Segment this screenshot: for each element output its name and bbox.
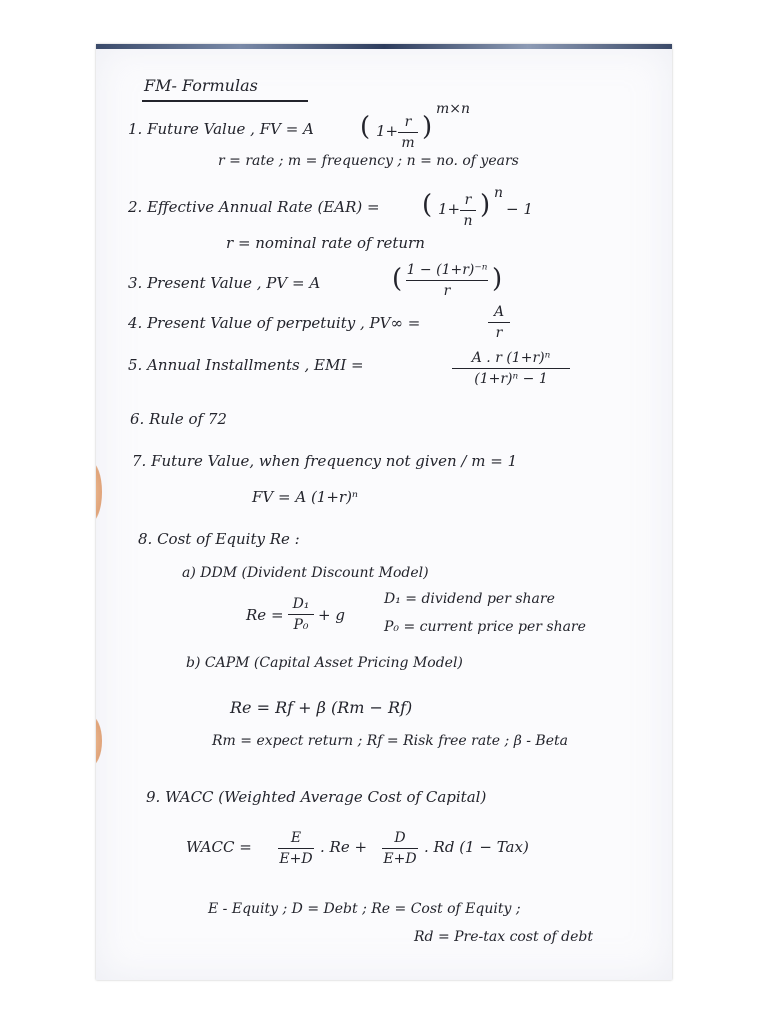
formula-8a-fraction xyxy=(288,596,314,633)
formula-9-lhs: WACC = xyxy=(186,838,252,856)
formula-5-fraction xyxy=(452,350,570,387)
formula-9-frac2-num: D xyxy=(394,830,406,846)
formula-5-label: 5. Annual Installments , EMI = xyxy=(128,356,364,374)
fraction-bar xyxy=(406,280,488,281)
formula-2-label: 2. Effective Annual Rate (EAR) = xyxy=(128,198,380,216)
formula-2-definitions: r = nominal rate of return xyxy=(226,234,425,252)
formula-8b-definitions: Rm = expect return ; Rf = Risk free rate ; β - Beta xyxy=(212,733,568,749)
formula-9-fraction-1 xyxy=(278,830,314,867)
finger-shadow xyxy=(96,716,102,766)
fraction-bar xyxy=(398,132,418,133)
fraction-bar xyxy=(460,210,476,211)
formula-3-label: 3. Present Value , PV = A xyxy=(128,274,321,292)
formula-3-fraction xyxy=(406,262,488,299)
formula-1-definitions: r = rate ; m = frequency ; n = no. of years xyxy=(218,153,519,169)
formula-5-frac-num: A . r (1+r)ⁿ xyxy=(471,350,551,366)
fraction-bar xyxy=(288,614,314,615)
formula-9-frac2-den: E+D xyxy=(383,851,417,868)
formula-8a-frac-num: D₁ xyxy=(292,596,310,612)
formula-4-label: 4. Present Value of perpetuity , PV∞ = xyxy=(128,314,421,332)
formula-3-open-paren: ( xyxy=(392,264,403,294)
formula-1-open-paren: ( xyxy=(360,112,371,142)
formula-2-fraction xyxy=(460,192,476,229)
formula-1-frac-num: r xyxy=(404,114,412,130)
formula-7-label: 7. Future Value, when frequency not given / m = 1 xyxy=(132,452,518,470)
formula-2-close-paren: ) xyxy=(480,190,491,220)
formula-9-label: 9. WACC (Weighted Average Cost of Capital) xyxy=(146,788,487,806)
formula-5-frac-den: (1+r)ⁿ − 1 xyxy=(474,371,548,388)
formula-1-frac-den: m xyxy=(401,135,415,152)
formula-9-tail: . Rd (1 − Tax) xyxy=(424,838,529,856)
fraction-bar xyxy=(382,848,418,849)
formula-8a-lhs: Re = xyxy=(246,606,284,624)
formula-2-tail: − 1 xyxy=(506,200,533,218)
formula-2-paren-pre: 1+ xyxy=(438,200,461,218)
page-top-edge xyxy=(96,44,672,49)
page-title: FM- Formulas xyxy=(144,76,258,95)
formula-4-frac-num: A xyxy=(493,304,505,320)
formula-9-frac1-den: E+D xyxy=(279,851,313,868)
formula-8a-frac-den: P₀ xyxy=(293,617,309,634)
formula-1-exponent: m×n xyxy=(436,101,471,117)
formula-8a-tail: + g xyxy=(318,606,345,624)
finger-shadow xyxy=(96,462,102,522)
formula-6-label: 6. Rule of 72 xyxy=(130,410,227,428)
formula-8a-def-1: D₁ = dividend per share xyxy=(384,591,555,607)
formula-1-label: 1. Future Value , FV = A xyxy=(128,120,314,138)
formula-8-label: 8. Cost of Equity Re : xyxy=(138,530,300,548)
formula-1-fraction xyxy=(398,114,418,151)
formula-4-fraction xyxy=(488,304,510,341)
formula-7-formula: FV = A (1+r)ⁿ xyxy=(252,488,359,506)
formula-3-close-paren: ) xyxy=(492,264,503,294)
formula-1-paren-pre: 1+ xyxy=(376,122,399,140)
formula-3-frac-num: 1 − (1+r)⁻ⁿ xyxy=(406,262,488,278)
formula-9-definitions-1: E - Equity ; D = Debt ; Re = Cost of Equity ; xyxy=(208,901,521,917)
formula-4-frac-den: r xyxy=(495,325,503,342)
notebook-page xyxy=(96,44,672,980)
formula-8a-def-2: P₀ = current price per share xyxy=(384,619,586,635)
formula-9-frac1-num: E xyxy=(290,830,302,846)
formula-2-frac-den: n xyxy=(463,213,473,230)
formula-1-close-paren: ) xyxy=(422,112,433,142)
title-underline xyxy=(142,100,308,102)
formula-2-frac-num: r xyxy=(464,192,472,208)
formula-8a-label: a) DDM (Divident Discount Model) xyxy=(182,565,429,581)
formula-9-definitions-2: Rd = Pre-tax cost of debt xyxy=(414,929,594,945)
formula-3-frac-den: r xyxy=(443,283,451,300)
formula-8b-formula: Re = Rf + β (Rm − Rf) xyxy=(230,698,413,717)
formula-9-mid: . Re + xyxy=(320,838,368,856)
formula-2-open-paren: ( xyxy=(422,190,433,220)
fraction-bar xyxy=(452,368,570,369)
formula-2-exponent: n xyxy=(494,185,504,201)
formula-8b-label: b) CAPM (Capital Asset Pricing Model) xyxy=(186,655,463,671)
formula-9-fraction-2 xyxy=(382,830,418,867)
fraction-bar xyxy=(488,322,510,323)
fraction-bar xyxy=(278,848,314,849)
